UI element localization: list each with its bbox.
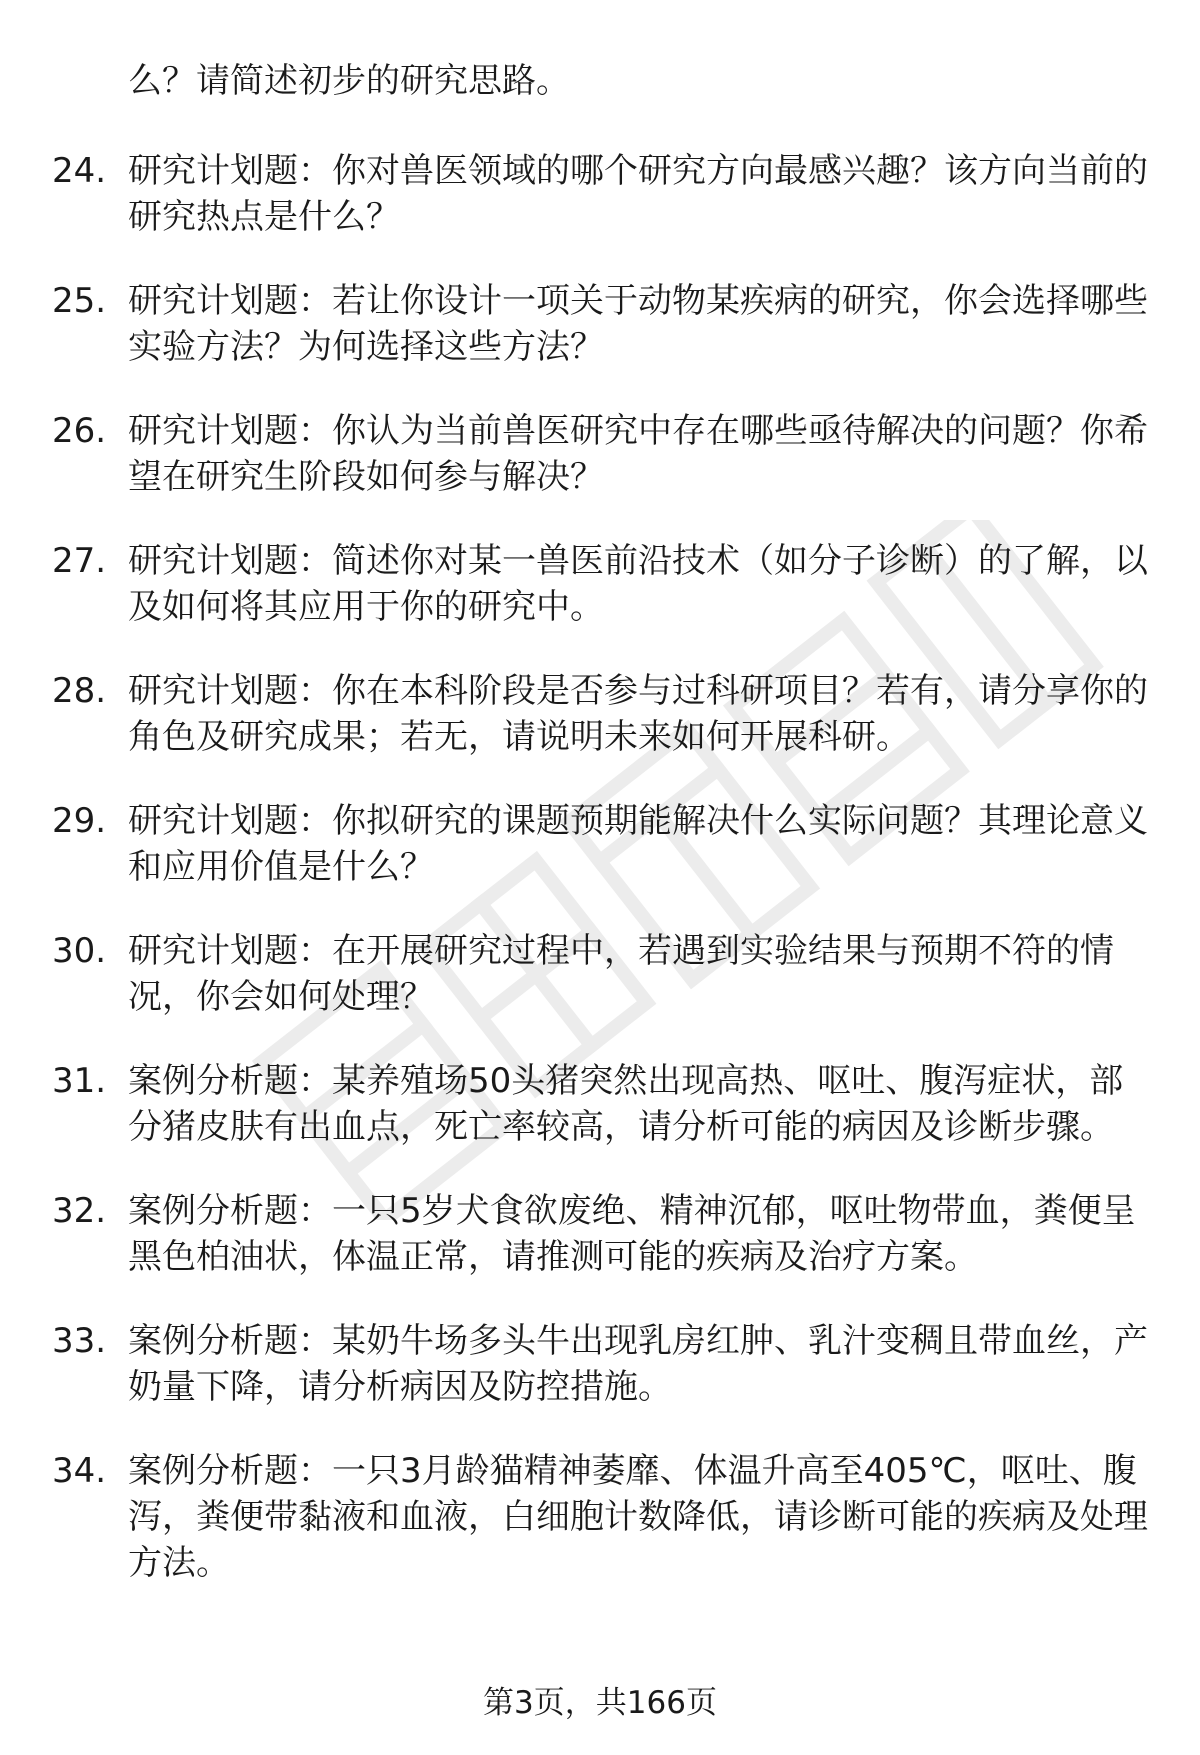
- question-number: 32.: [52, 1191, 107, 1231]
- question-text: 研究计划题：在开展研究过程中，若遇到实验结果与预期不符的情况，你会如何处理？: [128, 931, 1114, 1017]
- question-number: 26.: [52, 411, 107, 451]
- question-item: [0, 928, 1200, 1020]
- page-footer: 第3页，共166页: [483, 1685, 717, 1721]
- question-item: [0, 668, 1200, 760]
- question-number: 33.: [52, 1321, 107, 1361]
- question-item: [0, 148, 1200, 240]
- question-item: [0, 278, 1200, 370]
- question-number: 34.: [52, 1451, 107, 1491]
- question-item: [0, 1448, 1200, 1586]
- question-item: [0, 408, 1200, 500]
- question-text: 研究计划题：你对兽医领域的哪个研究方向最感兴趣？该方向当前的研究热点是什么？: [128, 151, 1148, 237]
- question-text: 案例分析题：一只5岁犬食欲废绝、精神沉郁，呕吐物带血，粪便呈黑色柏油状，体温正常，请推测可能的疾病及治疗方案。: [128, 1191, 1136, 1277]
- question-text: 研究计划题：简述你对某一兽医前沿技术（如分子诊断）的了解，以及如何将其应用于你的研究中。: [128, 541, 1148, 627]
- question-item: [0, 1318, 1200, 1410]
- question-text: 研究计划题：你拟研究的课题预期能解决什么实际问题？其理论意义和应用价值是什么？: [128, 801, 1148, 887]
- question-number: 30.: [52, 931, 107, 971]
- question-number: 28.: [52, 671, 107, 711]
- question-item: [0, 1058, 1200, 1150]
- question-text: 研究计划题：你在本科阶段是否参与过科研项目？若有，请分享你的角色及研究成果；若无，请说明未来如何开展科研。: [128, 671, 1148, 757]
- question-text: 案例分析题：一只3月龄猫精神萎靡、体温升高至405℃，呕吐、腹泻，粪便带黏液和血液，白细胞计数降低，请诊断可能的疾病及处理方法。: [128, 1451, 1148, 1583]
- question-text: 案例分析题：某奶牛场多头牛出现乳房红肿、乳汁变稠且带血丝，产奶量下降，请分析病因及防控措施。: [128, 1321, 1148, 1407]
- question-text: 案例分析题：某养殖场50头猪突然出现高热、呕吐、腹泻症状，部分猪皮肤有出血点，死亡率较高，请分析可能的病因及诊断步骤。: [128, 1061, 1124, 1147]
- question-text: 研究计划题：你认为当前兽医研究中存在哪些亟待解决的问题？你希望在研究生阶段如何参与解决？: [128, 411, 1148, 497]
- question-list: [0, 148, 1200, 1624]
- question-number: 27.: [52, 541, 107, 581]
- question-item: [0, 1188, 1200, 1280]
- question-item: [0, 538, 1200, 630]
- question-number: 29.: [52, 801, 107, 841]
- question-text: 研究计划题：若让你设计一项关于动物某疾病的研究，你会选择哪些实验方法？为何选择这些方法？: [128, 281, 1148, 367]
- continued-question-text: 么？请简述初步的研究思路。: [128, 61, 570, 101]
- question-number: 24.: [52, 151, 107, 191]
- question-item: [0, 798, 1200, 890]
- question-number: 31.: [52, 1061, 107, 1101]
- question-number: 25.: [52, 281, 107, 321]
